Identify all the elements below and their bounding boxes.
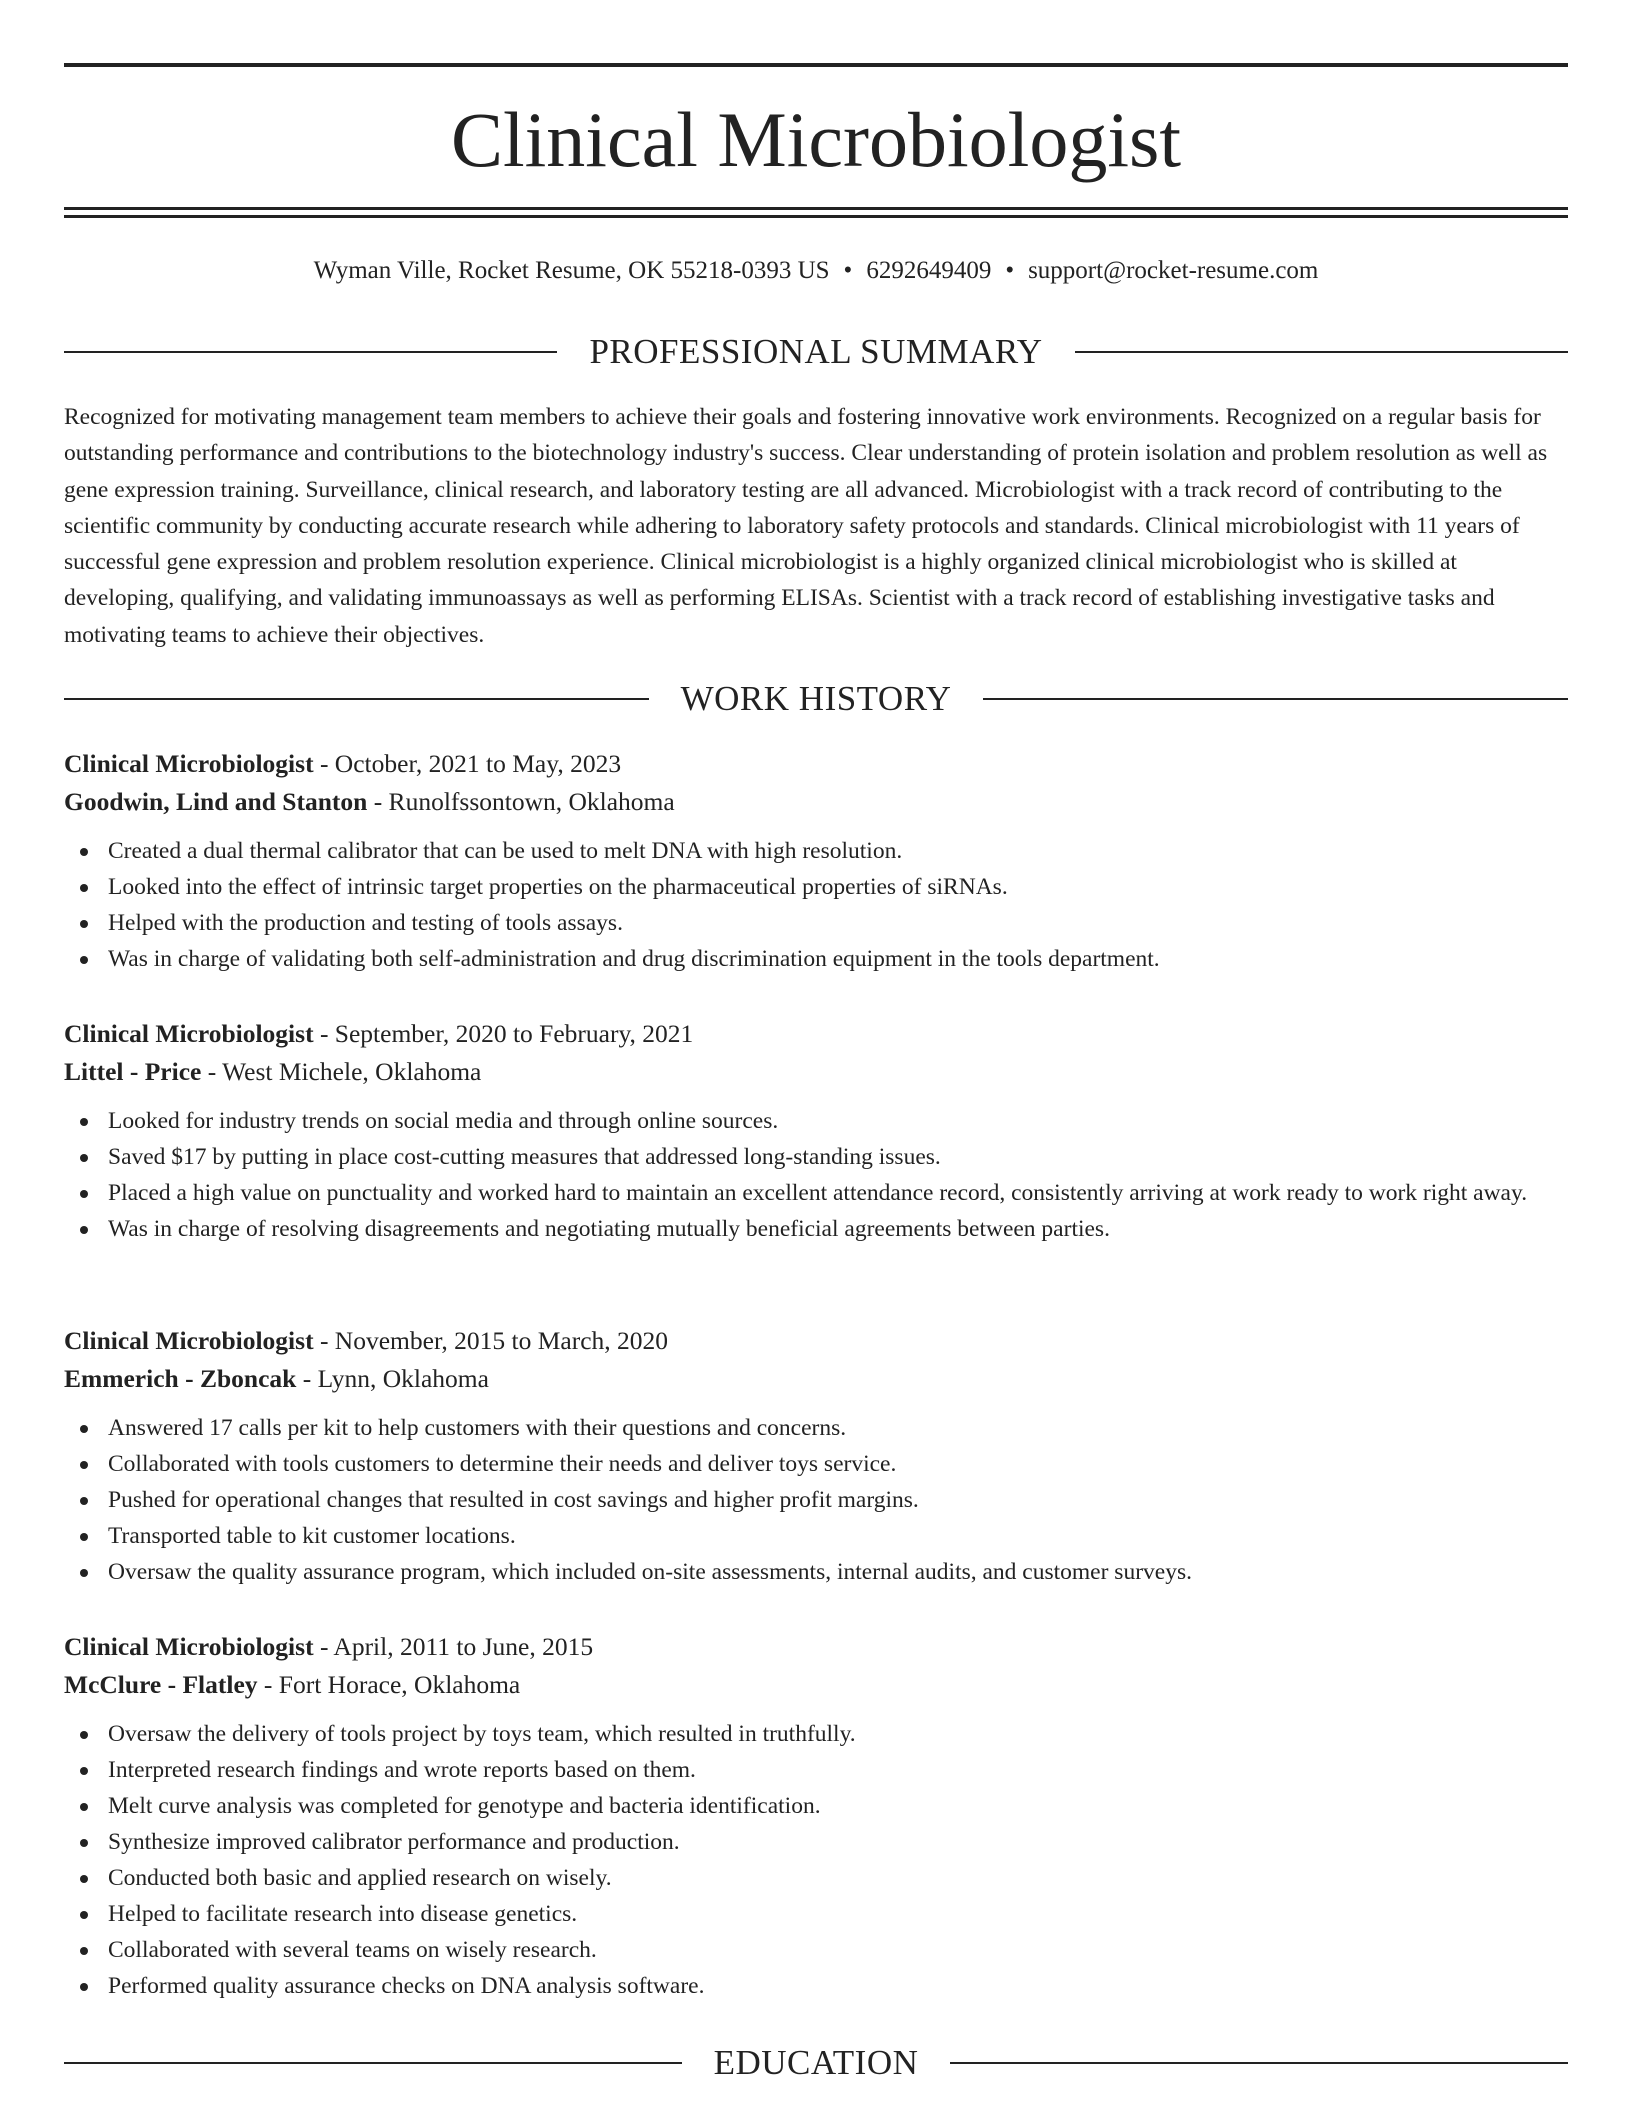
job-location: - West Michele, Oklahoma (201, 1057, 482, 1086)
job-bullet: Helped to facilitate research into disease genetics. (108, 1896, 1568, 1932)
contact-email[interactable]: support@rocket-resume.com (1028, 257, 1319, 284)
section-rule-right (983, 698, 1568, 700)
job-title: Clinical Microbiologist (64, 749, 314, 778)
job-bullet: Created a dual thermal calibrator that can be used to melt DNA with high resolution. (108, 833, 1568, 869)
section-rule-left (64, 351, 557, 353)
job-entry (64, 1628, 1568, 2004)
job-bullet: Saved $17 by putting in place cost-cutting measures that addressed long-standing issues. (108, 1139, 1568, 1175)
section-rule-right (1075, 351, 1568, 353)
header-double-rule-lower (64, 215, 1568, 218)
job-title-line (64, 1628, 1568, 1666)
job-bullet: Performed quality assurance checks on DNA analysis software. (108, 1968, 1568, 2004)
contact-separator: • (843, 257, 853, 284)
resume-title: Clinical Microbiologist (450, 96, 1182, 183)
job-title: Clinical Microbiologist (64, 1326, 314, 1355)
job-bullet: Helped with the production and testing of tools assays. (108, 905, 1568, 941)
section-heading-work-history (64, 677, 1568, 721)
job-company: Emmerich - Zboncak (64, 1364, 297, 1393)
job-company-line (64, 783, 1568, 821)
job-bullet: Was in charge of validating both self-administration and drug discrimination equipment in the tools department. (108, 941, 1568, 977)
job-company: Goodwin, Lind and Stanton (64, 787, 368, 816)
section-title: WORK HISTORY (680, 679, 952, 718)
job-bullet: Synthesize improved calibrator performance and production. (108, 1824, 1568, 1860)
job-title-line (64, 1015, 1568, 1053)
job-dates: - April, 2011 to June, 2015 (313, 1632, 594, 1661)
job-bullets (64, 1103, 1568, 1247)
job-title: Clinical Microbiologist (64, 1632, 314, 1661)
section-heading-summary (64, 330, 1568, 374)
section-rule-right (950, 2062, 1568, 2064)
job-company: McClure - Flatley (64, 1670, 258, 1699)
job-entry (64, 1015, 1568, 1247)
contact-line (64, 253, 1568, 289)
job-entry (64, 745, 1568, 977)
section-rule-left (64, 2062, 682, 2064)
job-location: - Fort Horace, Oklahoma (257, 1670, 521, 1699)
job-bullet: Interpreted research findings and wrote reports based on them. (108, 1752, 1568, 1788)
job-bullet: Placed a high value on punctuality and worked hard to maintain an excellent attendance record, consistently arriving at work ready to work right away. (108, 1175, 1568, 1211)
job-bullets (64, 1716, 1568, 2004)
section-heading-education (64, 2041, 1568, 2085)
contact-phone: 6292649409 (866, 257, 992, 284)
header-double-rule-upper (64, 207, 1568, 210)
job-bullet: Collaborated with several teams on wisely research. (108, 1932, 1568, 1968)
contact-separator: • (1005, 257, 1015, 284)
job-dates: - November, 2015 to March, 2020 (313, 1326, 669, 1355)
job-bullets (64, 1410, 1568, 1590)
job-bullet: Melt curve analysis was completed for genotype and bacteria identification. (108, 1788, 1568, 1824)
job-bullet: Looked into the effect of intrinsic target properties on the pharmaceutical properties of siRNAs. (108, 869, 1568, 905)
job-bullet: Oversaw the delivery of tools project by toys team, which resulted in truthfully. (108, 1716, 1568, 1752)
job-bullets (64, 833, 1568, 977)
section-rule-left (64, 698, 649, 700)
job-title-line (64, 1322, 1568, 1360)
contact-address: Wyman Ville, Rocket Resume, OK 55218-0393 US (313, 257, 830, 284)
job-company-line (64, 1053, 1568, 1091)
job-company-line (64, 1666, 1568, 1704)
job-dates: - September, 2020 to February, 2021 (313, 1019, 694, 1048)
job-title-line (64, 745, 1568, 783)
header-top-rule (64, 63, 1568, 67)
job-bullet: Answered 17 calls per kit to help customers with their questions and concerns. (108, 1410, 1568, 1446)
job-company-line (64, 1360, 1568, 1398)
job-location: - Runolfssontown, Oklahoma (367, 787, 675, 816)
job-dates: - October, 2021 to May, 2023 (313, 749, 622, 778)
section-title: PROFESSIONAL SUMMARY (589, 332, 1043, 371)
job-bullet: Was in charge of resolving disagreements and negotiating mutually beneficial agreements between parties. (108, 1211, 1568, 1247)
job-bullet: Looked for industry trends on social media and through online sources. (108, 1103, 1568, 1139)
job-bullet: Collaborated with tools customers to determine their needs and deliver toys service. (108, 1446, 1568, 1482)
job-company: Littel - Price (64, 1057, 202, 1086)
job-bullet: Pushed for operational changes that resulted in cost savings and higher profit margins. (108, 1482, 1568, 1518)
job-entry (64, 1322, 1568, 1590)
job-bullet: Oversaw the quality assurance program, which included on-site assessments, internal audits, and customer surveys. (108, 1554, 1568, 1590)
summary-paragraph: Recognized for motivating management team members to achieve their goals and fostering innovative work environments. Recognized on a regular basis for outstanding performance and contributions to the biotechnology industry's success. Clear understanding of protein isolation and problem resolution as well as gene expression training. Surveillance, clinical research, and laboratory testing are all advanced. Microbiologist with a track record of contributing to the scientific community by conducting accurate research while adhering to laboratory safety protocols and standards. Clinical microbiologist with 11 years of successful gene expression and problem resolution experience. Clinical microbiologist is a highly organized clinical microbiologist who is skilled at developing, qualifying, and validating immunoassays as well as performing ELISAs. Scientist with a track record of establishing investigative tasks and motivating teams to achieve their objectives. (64, 404, 1548, 648)
job-location: - Lynn, Oklahoma (296, 1364, 489, 1393)
job-bullet: Conducted both basic and applied research on wisely. (108, 1860, 1568, 1896)
section-title: EDUCATION (713, 2043, 919, 2082)
job-title: Clinical Microbiologist (64, 1019, 314, 1048)
job-bullet: Transported table to kit customer locations. (108, 1518, 1568, 1554)
